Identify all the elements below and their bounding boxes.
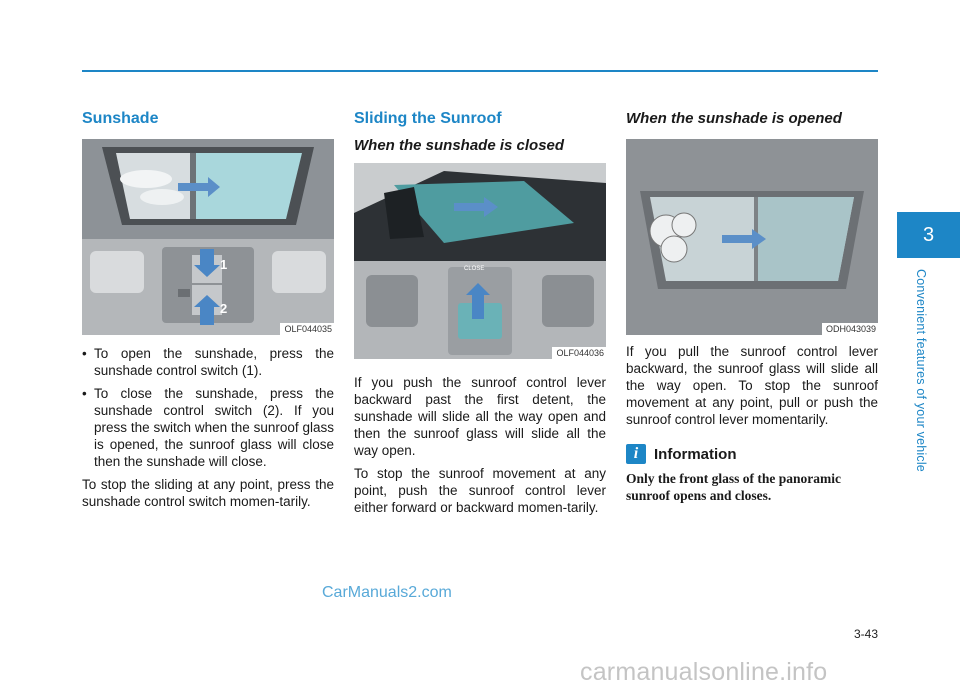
section-heading: Sliding the Sunroof: [354, 110, 502, 127]
opened-figure: [626, 139, 878, 335]
information-title: Information: [654, 445, 737, 463]
figure-code: ODH043039: [822, 323, 878, 335]
figure-label-1: 1: [220, 257, 228, 272]
opened-illustration: [626, 139, 878, 335]
sunshade-opened-section: [626, 108, 878, 504]
header-rule: [82, 70, 878, 72]
sunroof-figure: [354, 163, 606, 359]
body-paragraph: To stop the sliding at any point, press the sunshade control switch momen-tarily.: [82, 477, 334, 509]
sunshade-section: [82, 108, 334, 510]
chapter-title-vertical: [911, 264, 931, 494]
figure-code: OLF044036: [552, 347, 606, 359]
sliding-sunroof-section: [354, 108, 606, 516]
body-paragraph: If you push the sunroof control lever backward past the first detent, the sunshade will slide all the way open and then the sunroof glass will slide all the way open.: [354, 375, 606, 458]
body-paragraph: If you pull the sunroof control lever backward, the sunroof glass will slide all the way open. To stop the sunroof movement at any point, pull or push the sunroof control lever momentarily.: [626, 344, 878, 427]
figure-label-2: 2: [220, 301, 228, 316]
info-icon: i: [626, 444, 646, 464]
watermark-bottom: carmanualsonline.info: [580, 658, 828, 686]
chapter-tab: 3: [897, 212, 960, 258]
sunshade-illustration: [82, 139, 334, 335]
bullet-item: • To open the sunshade, press the sunshade control switch (1).: [82, 345, 334, 379]
body-paragraph: To stop the sunroof movement at any point, push the sunroof control lever either forward or backward momen-tarily.: [354, 466, 606, 515]
sunroof-illustration: [354, 163, 606, 359]
close-label: CLOSE: [464, 266, 485, 272]
information-header: [626, 444, 878, 464]
sunshade-bullets: [82, 345, 334, 470]
chapter-title: Convenient features of your vehicle: [914, 269, 928, 472]
subsection-heading: When the sunshade is closed: [354, 137, 565, 154]
figure-code: OLF044035: [280, 323, 334, 335]
watermark-top: CarManuals2.com: [322, 584, 452, 601]
section-heading: Sunshade: [82, 110, 159, 127]
bullet-item: • To close the sunshade, press the sunshade control switch (2). If you press the switch when the sunroof glass is opened, the sunroof glass will close then the sunshade will close.: [82, 385, 334, 470]
subsection-heading: When the sunshade is opened: [626, 110, 842, 127]
page-number: 3-43: [853, 627, 878, 641]
sunshade-figure: [82, 139, 334, 335]
information-text: Only the front glass of the panoramic sunroof opens and closes.: [626, 471, 841, 503]
